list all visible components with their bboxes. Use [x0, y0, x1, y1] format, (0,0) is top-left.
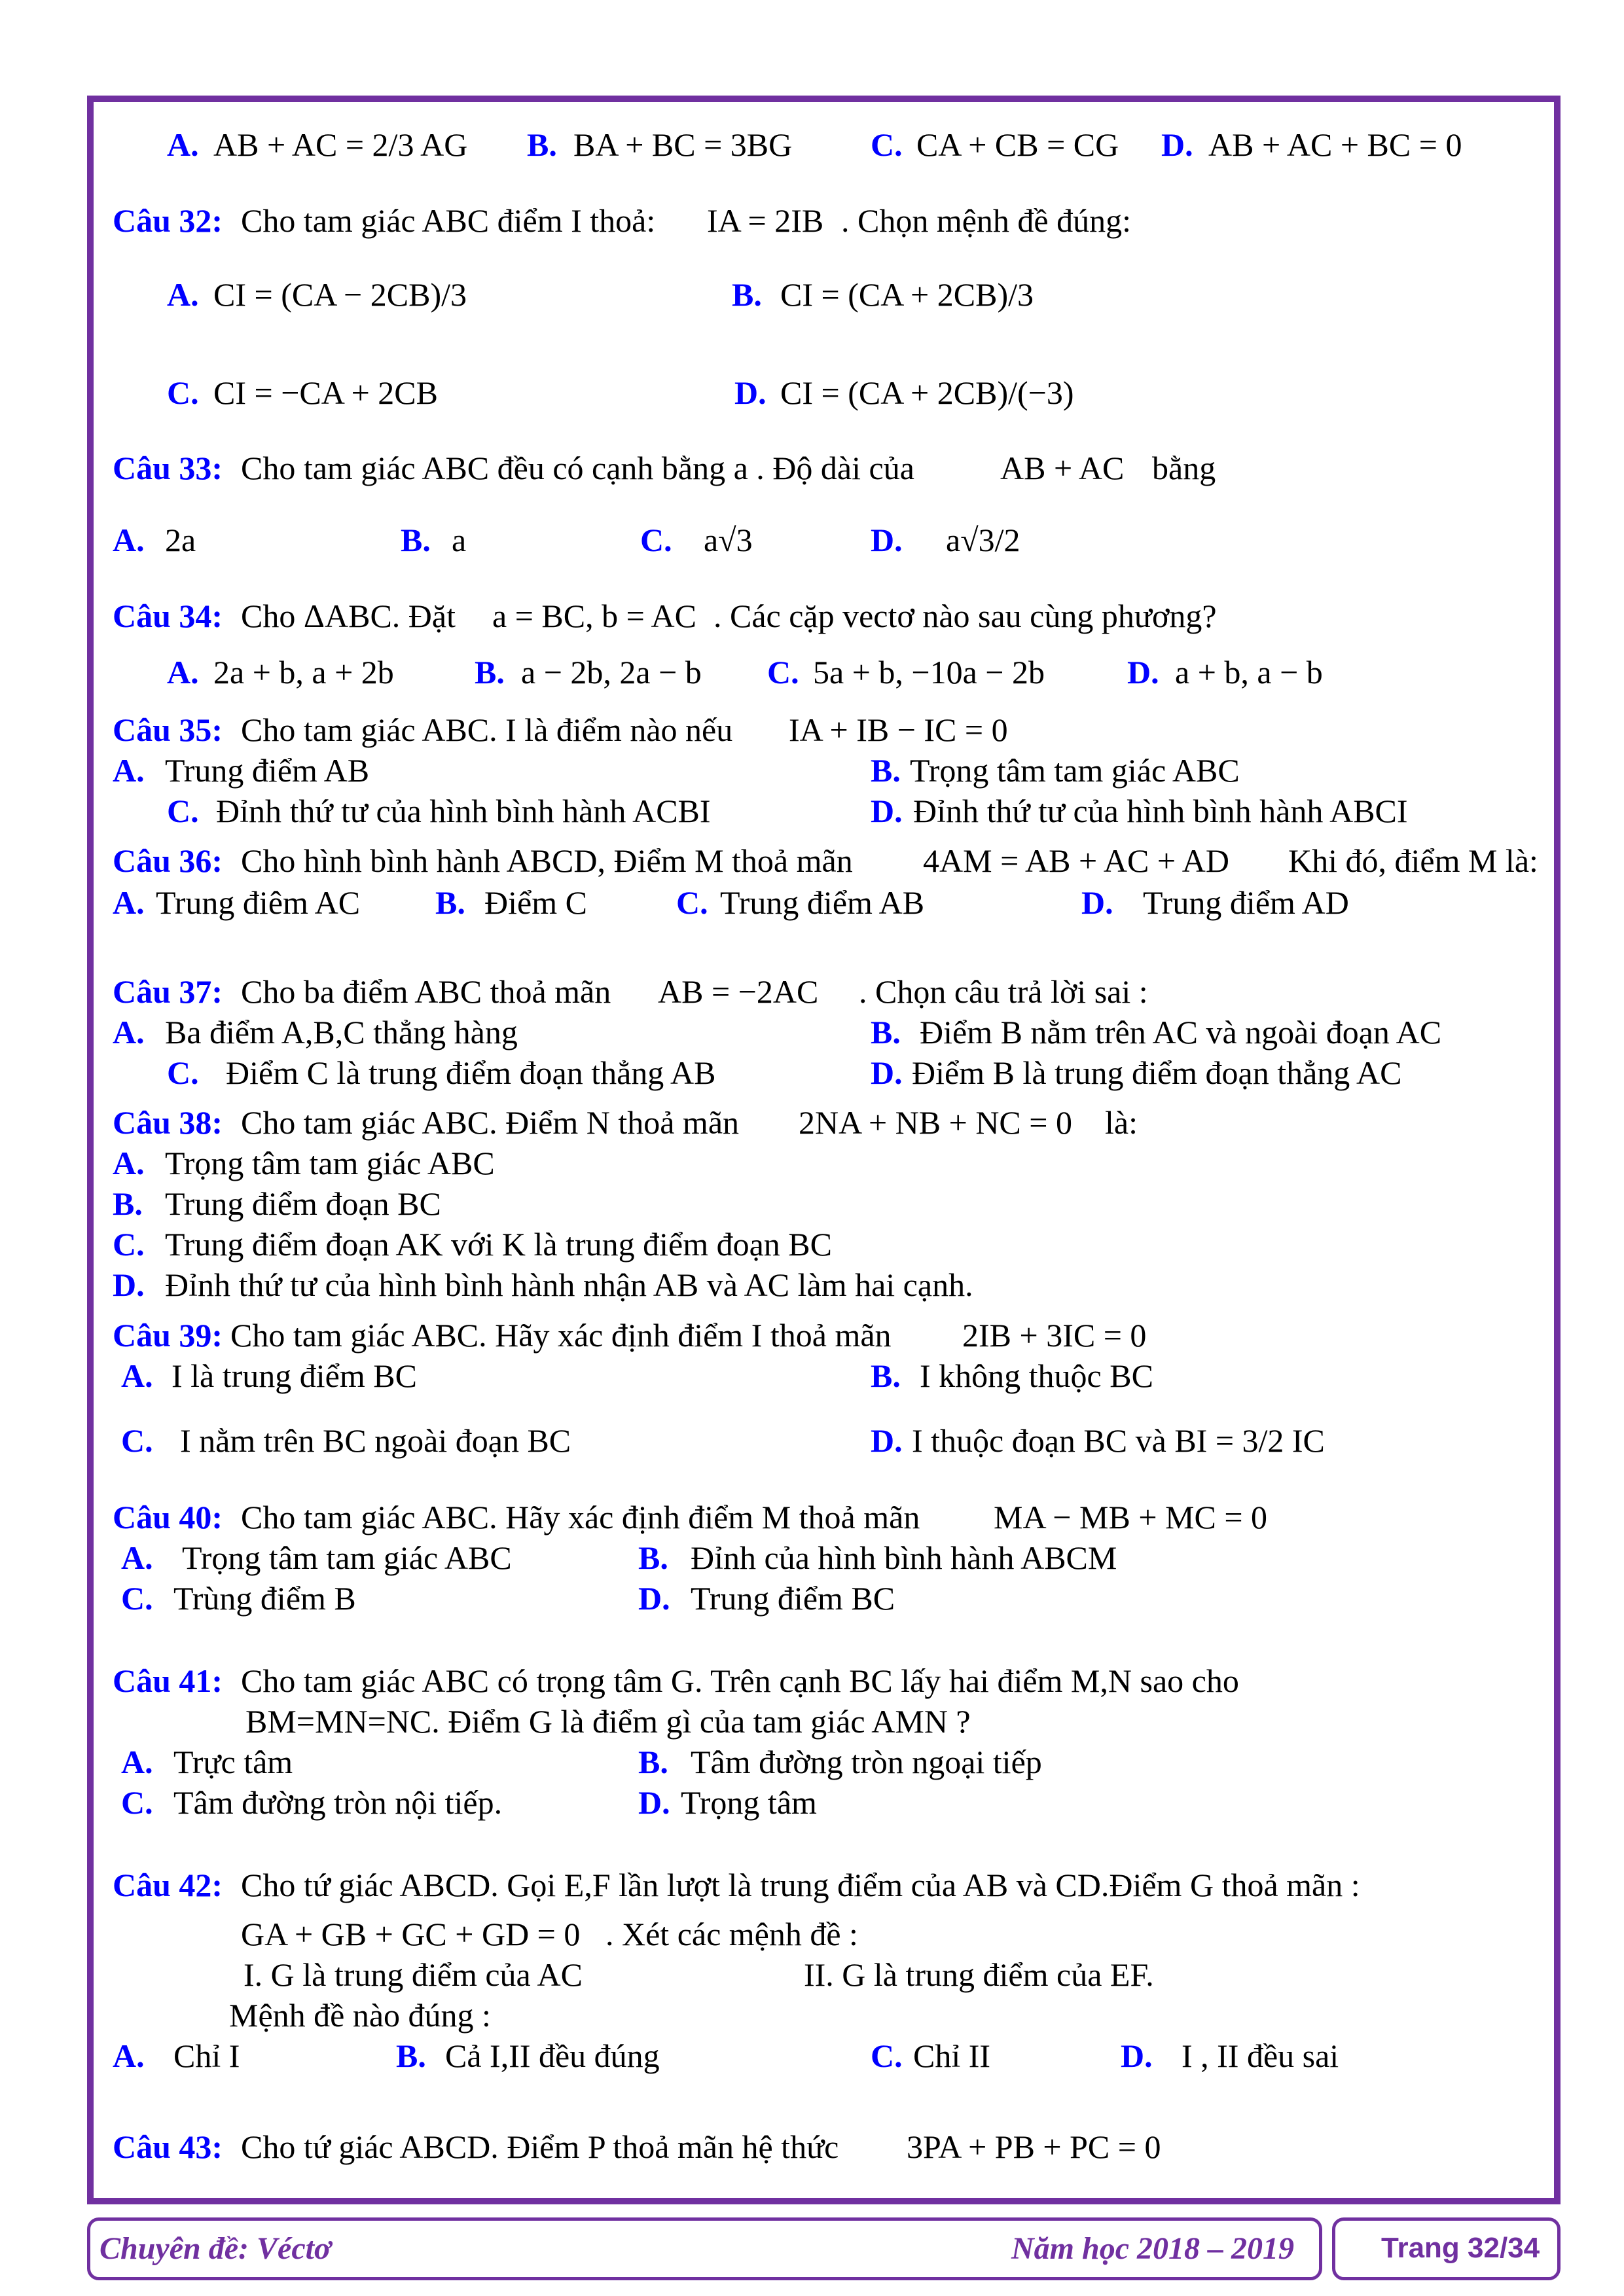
q40-cond: MA − MB + MC = 0 — [994, 1499, 1268, 1535]
q32-b-label: B. — [732, 276, 762, 313]
q36-b-label: B. — [435, 884, 465, 921]
q35-c: Đỉnh thứ tư của hình bình hành ACBI — [216, 793, 711, 829]
q42-s2: II. G là trung điểm của EF. — [804, 1956, 1154, 1993]
q38-c: Trung điểm đoạn AK với K là trung điểm đoạn BC — [165, 1226, 832, 1263]
q41-c-label: C. — [121, 1784, 153, 1821]
q36-a: Trung điêm AC — [156, 884, 361, 921]
q37-c-label: C. — [167, 1054, 199, 1091]
q35-a-label: A. — [113, 752, 145, 789]
q41-text: Cho tam giác ABC có trọng tâm G. Trên cạnh BC lấy hai điểm M,N sao cho — [241, 1662, 1239, 1699]
q39-c-label: C. — [121, 1422, 153, 1459]
q33-text2: bằng — [1152, 450, 1216, 486]
q31-a: AB + AC = 2/3 AG — [213, 126, 468, 163]
q32-b: CI = (CA + 2CB)/3 — [780, 276, 1034, 313]
q33-c-label: C. — [640, 522, 672, 558]
q38-c-label: C. — [113, 1226, 145, 1263]
q33-d: a√3/2 — [946, 522, 1020, 558]
q39-text: Cho tam giác ABC. Hãy xác định điểm I thoả mãn — [230, 1317, 892, 1354]
q35-b: Trọng tâm tam giác ABC — [910, 752, 1240, 789]
q42-d: I , II đều sai — [1182, 2037, 1339, 2074]
q34-b-label: B. — [475, 654, 505, 691]
q37-d: Điểm B là trung điểm đoạn thẳng AC — [912, 1054, 1402, 1091]
q37-a-label: A. — [113, 1014, 145, 1050]
q42-b-label: B. — [396, 2037, 426, 2074]
q36-d-label: D. — [1081, 884, 1113, 921]
q40-b: Đỉnh của hình bình hành ABCM — [691, 1539, 1117, 1576]
q32-a: CI = (CA − 2CB)/3 — [213, 276, 467, 313]
q43-cond: 3PA + PB + PC = 0 — [907, 2128, 1161, 2165]
q39-d: I thuộc đoạn BC và BI = 3/2 IC — [912, 1422, 1325, 1459]
q38-a-label: A. — [113, 1145, 145, 1181]
footer-year: Năm học 2018 – 2019 — [1011, 2231, 1294, 2266]
q41-b: Tâm đường tròn ngoại tiếp — [691, 1744, 1042, 1780]
q41-b-label: B. — [638, 1744, 668, 1780]
q35-title: Câu 35: — [113, 711, 223, 748]
q33-b: a — [452, 522, 467, 558]
q36-cond: 4AM = AB + AC + AD — [923, 842, 1230, 879]
q33-a-label: A. — [113, 522, 145, 558]
q32-c: CI = −CA + 2CB — [213, 374, 438, 411]
q40-title: Câu 40: — [113, 1499, 223, 1535]
q42-c: Chỉ II — [913, 2037, 991, 2074]
q35-text: Cho tam giác ABC. I là điểm nào nếu — [241, 711, 733, 748]
q35-d-label: D. — [871, 793, 903, 829]
q34-b: a − 2b, 2a − b — [521, 654, 702, 691]
q36-c: Trung điểm AB — [720, 884, 925, 921]
q31-a-label: A. — [167, 126, 199, 163]
q38-d: Đỉnh thứ tư của hình bình hành nhận AB và AC làm hai cạnh. — [165, 1266, 973, 1303]
q39-c: I nằm trên BC ngoài đoạn BC — [180, 1422, 571, 1459]
q31-b-label: B. — [527, 126, 557, 163]
q37-title: Câu 37: — [113, 973, 223, 1010]
q42-text3: Mệnh đề nào đúng : — [229, 1997, 491, 2034]
q40-text: Cho tam giác ABC. Hãy xác định điểm M thoả mãn — [241, 1499, 920, 1535]
q36-a-label: A. — [113, 884, 145, 921]
q39-a-label: A. — [121, 1357, 153, 1394]
q34-c-label: C. — [767, 654, 799, 691]
q37-a: Ba điểm A,B,C thẳng hàng — [165, 1014, 518, 1050]
q34-d: a + b, a − b — [1175, 654, 1323, 691]
q41-c: Tâm đường tròn nội tiếp. — [173, 1784, 503, 1821]
q42-c-label: C. — [871, 2037, 903, 2074]
q37-b-label: B. — [871, 1014, 901, 1050]
q43-text: Cho tứ giác ABCD. Điểm P thoả mãn hệ thức — [241, 2128, 839, 2165]
q32-text: Cho tam giác ABC điểm I thoả: — [241, 202, 656, 239]
q39-b: I không thuộc BC — [920, 1357, 1153, 1394]
q38-cond: 2NA + NB + NC = 0 — [799, 1104, 1072, 1141]
q36-b: Điểm C — [484, 884, 587, 921]
q39-a: I là trung điểm BC — [171, 1357, 417, 1394]
q33-d-label: D. — [871, 522, 903, 558]
q40-c-label: C. — [121, 1580, 153, 1617]
q38-b: Trung điểm đoạn BC — [165, 1185, 441, 1222]
q31-d: AB + AC + BC = 0 — [1208, 126, 1462, 163]
q33-c: a√3 — [704, 522, 753, 558]
q34-text2: . Các cặp vectơ nào sau cùng phương? — [713, 598, 1217, 634]
q41-title: Câu 41: — [113, 1662, 223, 1699]
q38-title: Câu 38: — [113, 1104, 223, 1141]
q36-title: Câu 36: — [113, 842, 223, 879]
q41-a-label: A. — [121, 1744, 153, 1780]
q41-d: Trọng tâm — [681, 1784, 817, 1821]
q35-cond: IA + IB − IC = 0 — [789, 711, 1008, 748]
q32-a-label: A. — [167, 276, 199, 313]
q39-b-label: B. — [871, 1357, 901, 1394]
q31-c: CA + CB = CG — [916, 126, 1119, 163]
q33-expr: AB + AC — [1000, 450, 1125, 486]
q36-text2: Khi đó, điểm M là: — [1288, 842, 1538, 879]
q31-d-label: D. — [1161, 126, 1193, 163]
q31-c-label: C. — [871, 126, 903, 163]
q40-d-label: D. — [638, 1580, 670, 1617]
q39-cond: 2IB + 3IC = 0 — [962, 1317, 1147, 1354]
q40-a: Trọng tâm tam giác ABC — [182, 1539, 512, 1576]
q33-title: Câu 33: — [113, 450, 223, 486]
q31-b: BA + BC = 3BG — [573, 126, 793, 163]
q42-text: Cho tứ giác ABCD. Gọi E,F lần lượt là trung điểm của AB và CD.Điểm G thoả mãn : — [241, 1867, 1360, 1903]
q41-d-label: D. — [638, 1784, 670, 1821]
q41-a: Trực tâm — [173, 1744, 293, 1780]
q34-title: Câu 34: — [113, 598, 223, 634]
q38-a: Trọng tâm tam giác ABC — [165, 1145, 495, 1181]
q36-c-label: C. — [676, 884, 708, 921]
q34-a: 2a + b, a + 2b — [213, 654, 394, 691]
q37-cond: AB = −2AC — [658, 973, 819, 1010]
q38-text: Cho tam giác ABC. Điểm N thoả mãn — [241, 1104, 740, 1141]
q32-title: Câu 32: — [113, 202, 223, 239]
q35-d: Đỉnh thứ tư của hình bình hành ABCI — [913, 793, 1408, 829]
q32-d: CI = (CA + 2CB)/(−3) — [780, 374, 1074, 411]
q37-c: Điểm C là trung điểm đoạn thẳng AB — [226, 1054, 716, 1091]
q36-text: Cho hình bình hành ABCD, Điểm M thoả mãn — [241, 842, 853, 879]
q36-d: Trung điểm AD — [1143, 884, 1349, 921]
q38-text2: là: — [1105, 1104, 1138, 1141]
q37-b: Điểm B nằm trên AC và ngoài đoạn AC — [920, 1014, 1442, 1050]
q43-title: Câu 43: — [113, 2128, 223, 2165]
q34-a-label: A. — [167, 654, 199, 691]
q40-b-label: B. — [638, 1539, 668, 1576]
footer-topic: Chuyên đề: Véctơ — [99, 2231, 331, 2266]
q39-title: Câu 39: — [113, 1317, 223, 1354]
q33-a: 2a — [165, 522, 196, 558]
q32-d-label: D. — [734, 374, 767, 411]
q42-title: Câu 42: — [113, 1867, 223, 1903]
q41-text2: BM=MN=NC. Điểm G là điểm gì của tam giác AMN ? — [245, 1703, 971, 1740]
q34-cond: a = BC, b = AC — [492, 598, 696, 634]
q34-c: 5a + b, −10a − 2b — [813, 654, 1045, 691]
q42-s1: I. G là trung điểm của AC — [244, 1956, 583, 1993]
q32-c-label: C. — [167, 374, 199, 411]
q35-c-label: C. — [167, 793, 199, 829]
q42-b: Cả I,II đều đúng — [445, 2037, 660, 2074]
q34-text: Cho ΔABC. Đặt — [241, 598, 456, 634]
q37-text2: . Chọn câu trả lời sai : — [859, 973, 1148, 1010]
q32-text2: . Chọn mệnh đề đúng: — [841, 202, 1132, 239]
q40-c: Trùng điểm B — [173, 1580, 356, 1617]
q42-cond: GA + GB + GC + GD = 0 — [241, 1916, 581, 1952]
q42-text2: . Xét các mệnh đề : — [605, 1916, 858, 1952]
q34-d-label: D. — [1127, 654, 1159, 691]
q35-a: Trung điểm AB — [165, 752, 370, 789]
q33-b-label: B. — [401, 522, 431, 558]
q39-d-label: D. — [871, 1422, 903, 1459]
q37-d-label: D. — [871, 1054, 903, 1091]
q33-text: Cho tam giác ABC đều có cạnh bằng a . Độ dài của — [241, 450, 914, 486]
q40-a-label: A. — [121, 1539, 153, 1576]
q40-d: Trung điểm BC — [691, 1580, 895, 1617]
q35-b-label: B. — [871, 752, 901, 789]
q38-b-label: B. — [113, 1185, 143, 1222]
q42-d-label: D. — [1121, 2037, 1153, 2074]
q42-a: Chỉ I — [173, 2037, 240, 2074]
q37-text: Cho ba điểm ABC thoả mãn — [241, 973, 611, 1010]
q42-a-label: A. — [113, 2037, 145, 2074]
q38-d-label: D. — [113, 1266, 145, 1303]
q32-cond: IA = 2IB — [707, 202, 824, 239]
footer-page: Trang 32/34 — [1381, 2232, 1540, 2264]
